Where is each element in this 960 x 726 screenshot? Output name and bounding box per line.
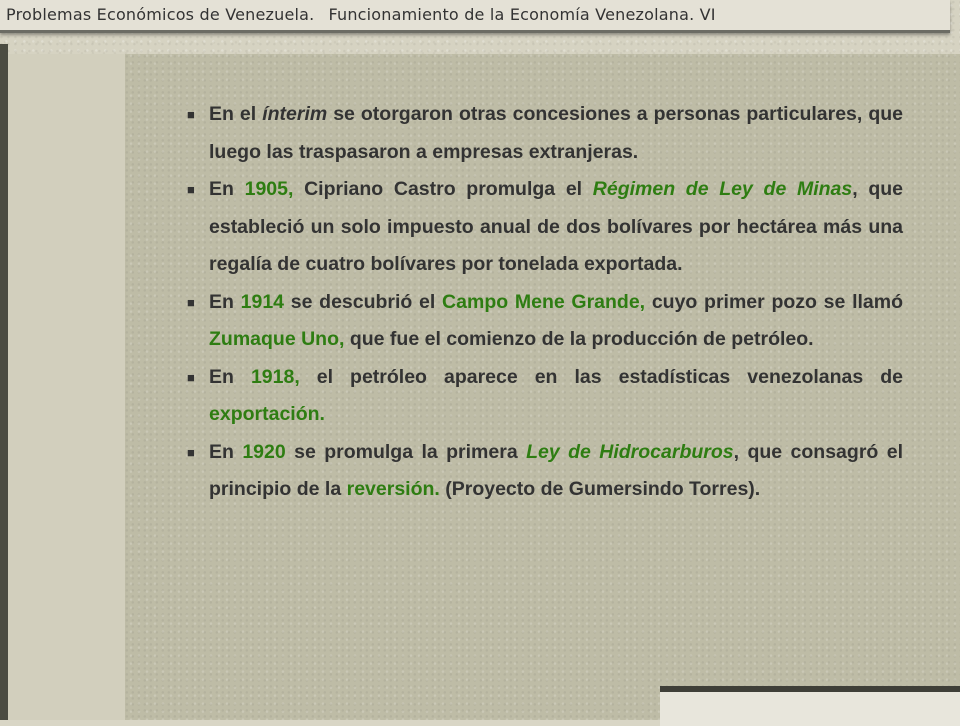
slide-header: [0, 0, 950, 33]
header-title-right: Funcionamiento de la Economía Venezolana. VI: [328, 5, 716, 24]
bullet-item-3: ■ En 1914 se descubrió el Campo Mene Grande, cuyo primer pozo se llamó Zumaque Uno, que fue el comienzo de la producción de petróleo.: [185, 284, 903, 359]
law-highlight: Ley de Hidrocarburos: [526, 440, 734, 463]
bottom-decor-bar: [660, 686, 960, 726]
italic-term: ínterim: [262, 103, 328, 125]
bullet-item-5: ■ En 1920 se promulga la primera Ley de Hidrocarburos, que consagró el principio de la reversión. (Proyecto de Gumersindo Torres).: [185, 434, 903, 509]
bullet-item-2: ■ En 1905, Cipriano Castro promulga el Régimen de Ley de Minas, que estableció un solo impuesto anual de dos bolívares por hectárea más una regalía de cuatro bolívares por tonelada exportada.: [185, 171, 903, 284]
square-bullet-icon: ■: [187, 369, 195, 385]
well-highlight: Zumaque Uno,: [209, 328, 345, 350]
left-strip: [8, 54, 125, 720]
square-bullet-icon: ■: [187, 182, 195, 197]
square-bullet-icon: ■: [187, 444, 195, 460]
header-title: [6, 5, 716, 24]
square-bullet-icon: ■: [187, 294, 195, 310]
year-highlight: 1920: [242, 440, 286, 463]
left-frame-bar: [0, 44, 8, 720]
bullet-item-1: ■ En el ínterim se otorgaron otras concesiones a personas particulares, que luego las traspasaron a empresas extranjeras.: [185, 96, 903, 171]
bullet-item-4: ■ En 1918, el petróleo aparece en las estadísticas venezolanas de exportación.: [185, 359, 903, 434]
law-highlight: Régimen de Ley de Minas: [592, 178, 853, 200]
header-title-left: Problemas Económicos de Venezuela.: [6, 5, 315, 24]
year-highlight: 1918,: [250, 365, 300, 388]
year-highlight: 1905,: [244, 178, 294, 200]
field-highlight: Campo Mene Grande,: [442, 290, 646, 313]
square-bullet-icon: ■: [187, 107, 195, 122]
term-highlight: exportación.: [209, 403, 325, 425]
term-highlight: reversión.: [346, 478, 440, 500]
bullet-list: [185, 96, 903, 509]
year-highlight: 1914: [240, 290, 285, 313]
